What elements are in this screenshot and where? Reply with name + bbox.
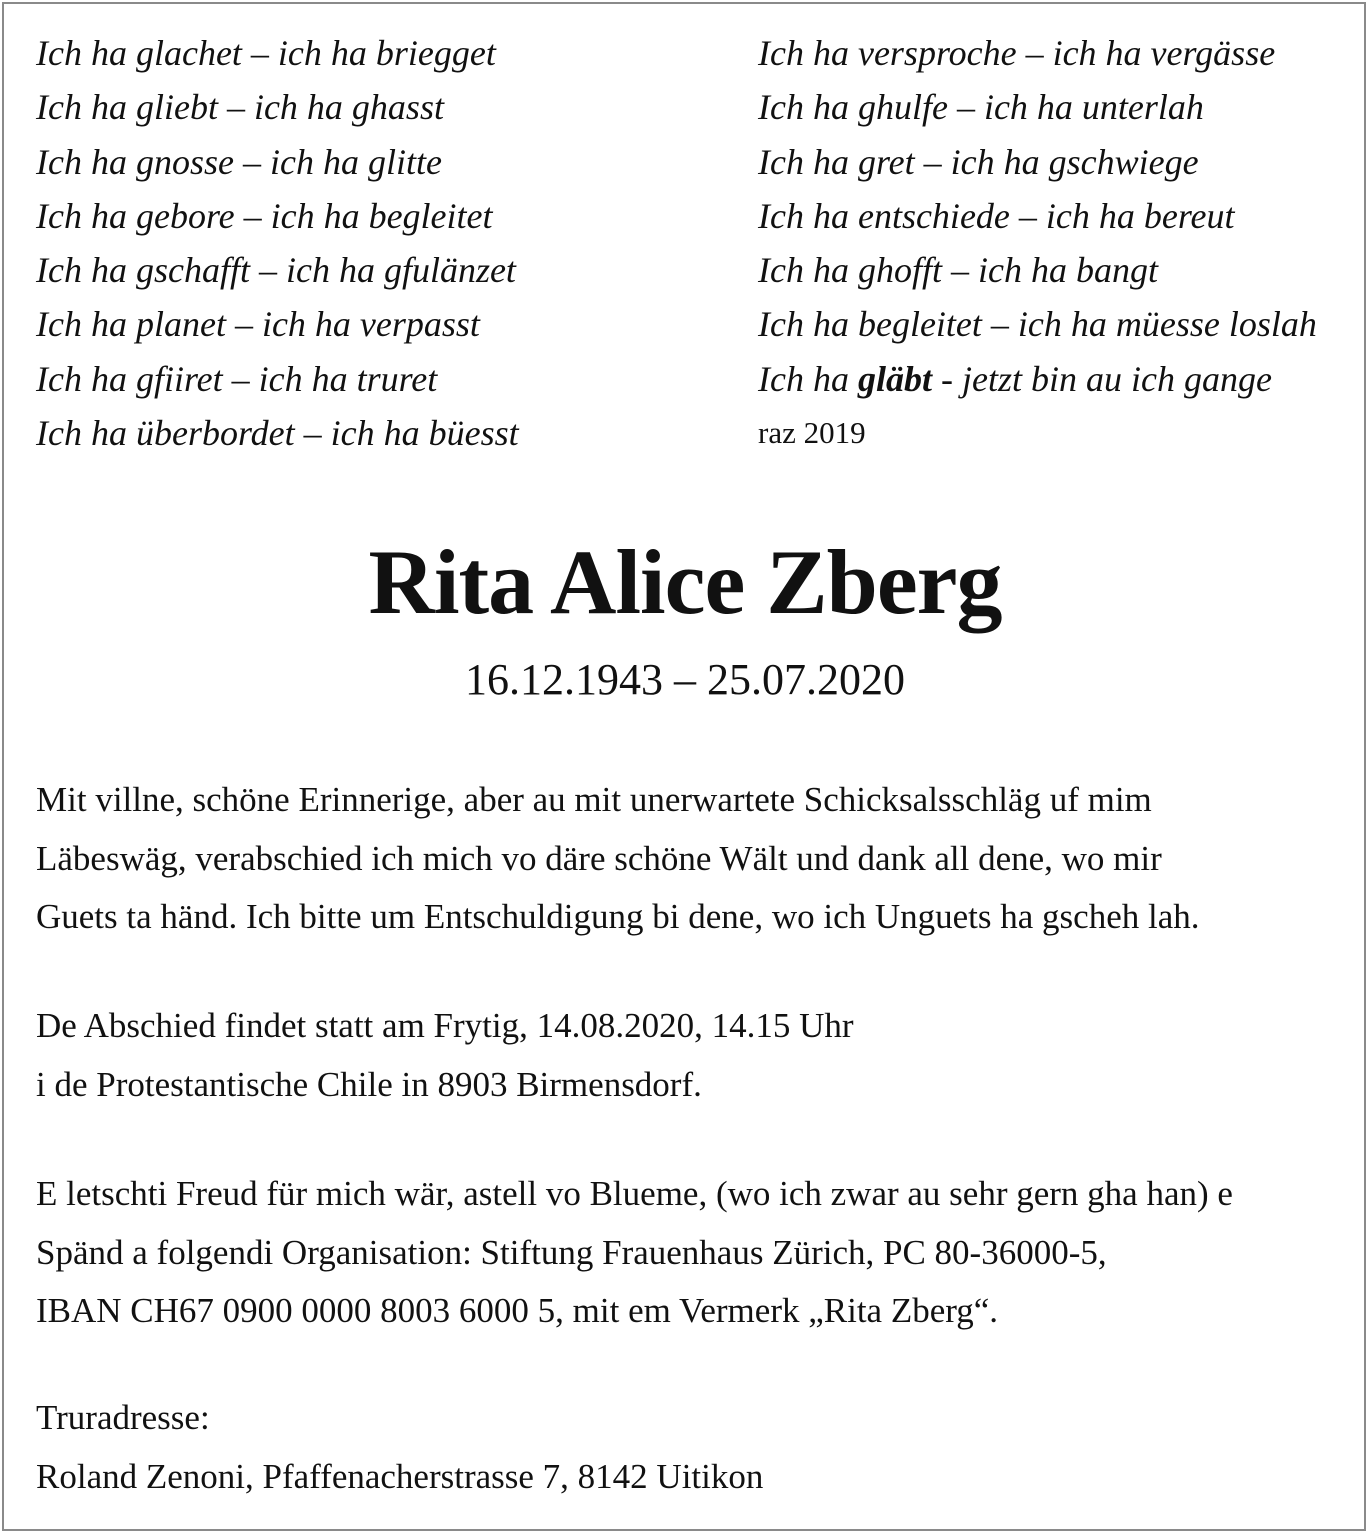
text-line: Läbeswäg, verabschied ich mich vo däre schöne Wält und dank all dene, wo mir	[36, 838, 1162, 878]
text-line: Mit villne, schöne Erinnerige, aber au mit unerwartete Schicksalsschläg uf mim	[36, 780, 1152, 819]
text-line: i de Protestantische Chile in 8903 Birmensdorf.	[36, 1064, 702, 1104]
poem-line: Ich ha gret – ich ha gschwiege	[758, 141, 1199, 182]
text-line: E letschti Freud für mich wär, astell vo Blueme, (wo ich zwar au sehr gern gha han) e	[36, 1174, 1233, 1213]
poem-line: Ich ha glachet – ich ha briegget	[36, 33, 496, 73]
poem-line: Ich ha versproche – ich ha vergässe	[758, 33, 1276, 73]
address-paragraph	[36, 1389, 1336, 1506]
poem-right-column	[758, 30, 1317, 456]
poem-line: Ich ha gnosse – ich ha glitte	[36, 141, 442, 182]
address-label: Truradresse:	[36, 1398, 210, 1437]
poem-line: Ich ha gschafft – ich ha gfulänzet	[36, 250, 516, 291]
poem-line: Ich ha gliebt – ich ha ghasst	[36, 87, 444, 128]
poem-line: Ich ha gebore – ich ha begleitet	[36, 195, 493, 236]
poem-line: Ich ha ghofft – ich ha bangt	[758, 250, 1158, 291]
text-line: IBAN CH67 0900 0000 8003 6000 5, mit em Vermerk „Rita Zberg“.	[36, 1291, 999, 1330]
address-line: Roland Zenoni, Pfaffenacherstrasse 7, 8142 Uitikon	[36, 1456, 764, 1496]
poem-line: Ich ha gfiiret – ich ha truret	[36, 358, 438, 399]
poem-line: Ich ha ghulfe – ich ha unterlah	[758, 87, 1204, 128]
poem-left-column	[36, 30, 519, 464]
poem-last-line-prefix: Ich ha	[758, 358, 858, 399]
poem-line: Ich ha planet – ich ha verpasst	[36, 304, 480, 345]
poem-emphasis-word: gläbt	[857, 358, 932, 399]
text-line: Guets ta händ. Ich bitte um Entschuldigung bi dene, wo ich Unguets ha gscheh lah.	[36, 897, 1200, 936]
text-line: De Abschied findet statt am Frytig, 14.08.2020, 14.15 Uhr	[36, 1006, 854, 1045]
donation-paragraph	[36, 1165, 1336, 1341]
poem-line: Ich ha überbordet – ich ha büesst	[36, 413, 519, 454]
poem-line: Ich ha entschiede – ich ha bereut	[758, 195, 1235, 236]
life-dates: 16.12.1943 – 25.07.2020	[465, 655, 905, 704]
farewell-paragraph	[36, 997, 1336, 1114]
text-line: Spänd a folgendi Organisation: Stiftung Frauenhaus Zürich, PC 80-36000-5,	[36, 1232, 1107, 1272]
poem-last-line-suffix: - jetzt bin au ich gange	[931, 358, 1272, 399]
message-paragraph	[36, 771, 1336, 947]
deceased-name: Rita Alice Zberg	[368, 531, 1002, 633]
poem	[36, 30, 1336, 460]
poem-line: Ich ha begleitet – ich ha müesse loslah	[758, 304, 1317, 345]
poem-last-line	[758, 356, 1317, 410]
poem-credit: raz 2019	[758, 415, 866, 451]
